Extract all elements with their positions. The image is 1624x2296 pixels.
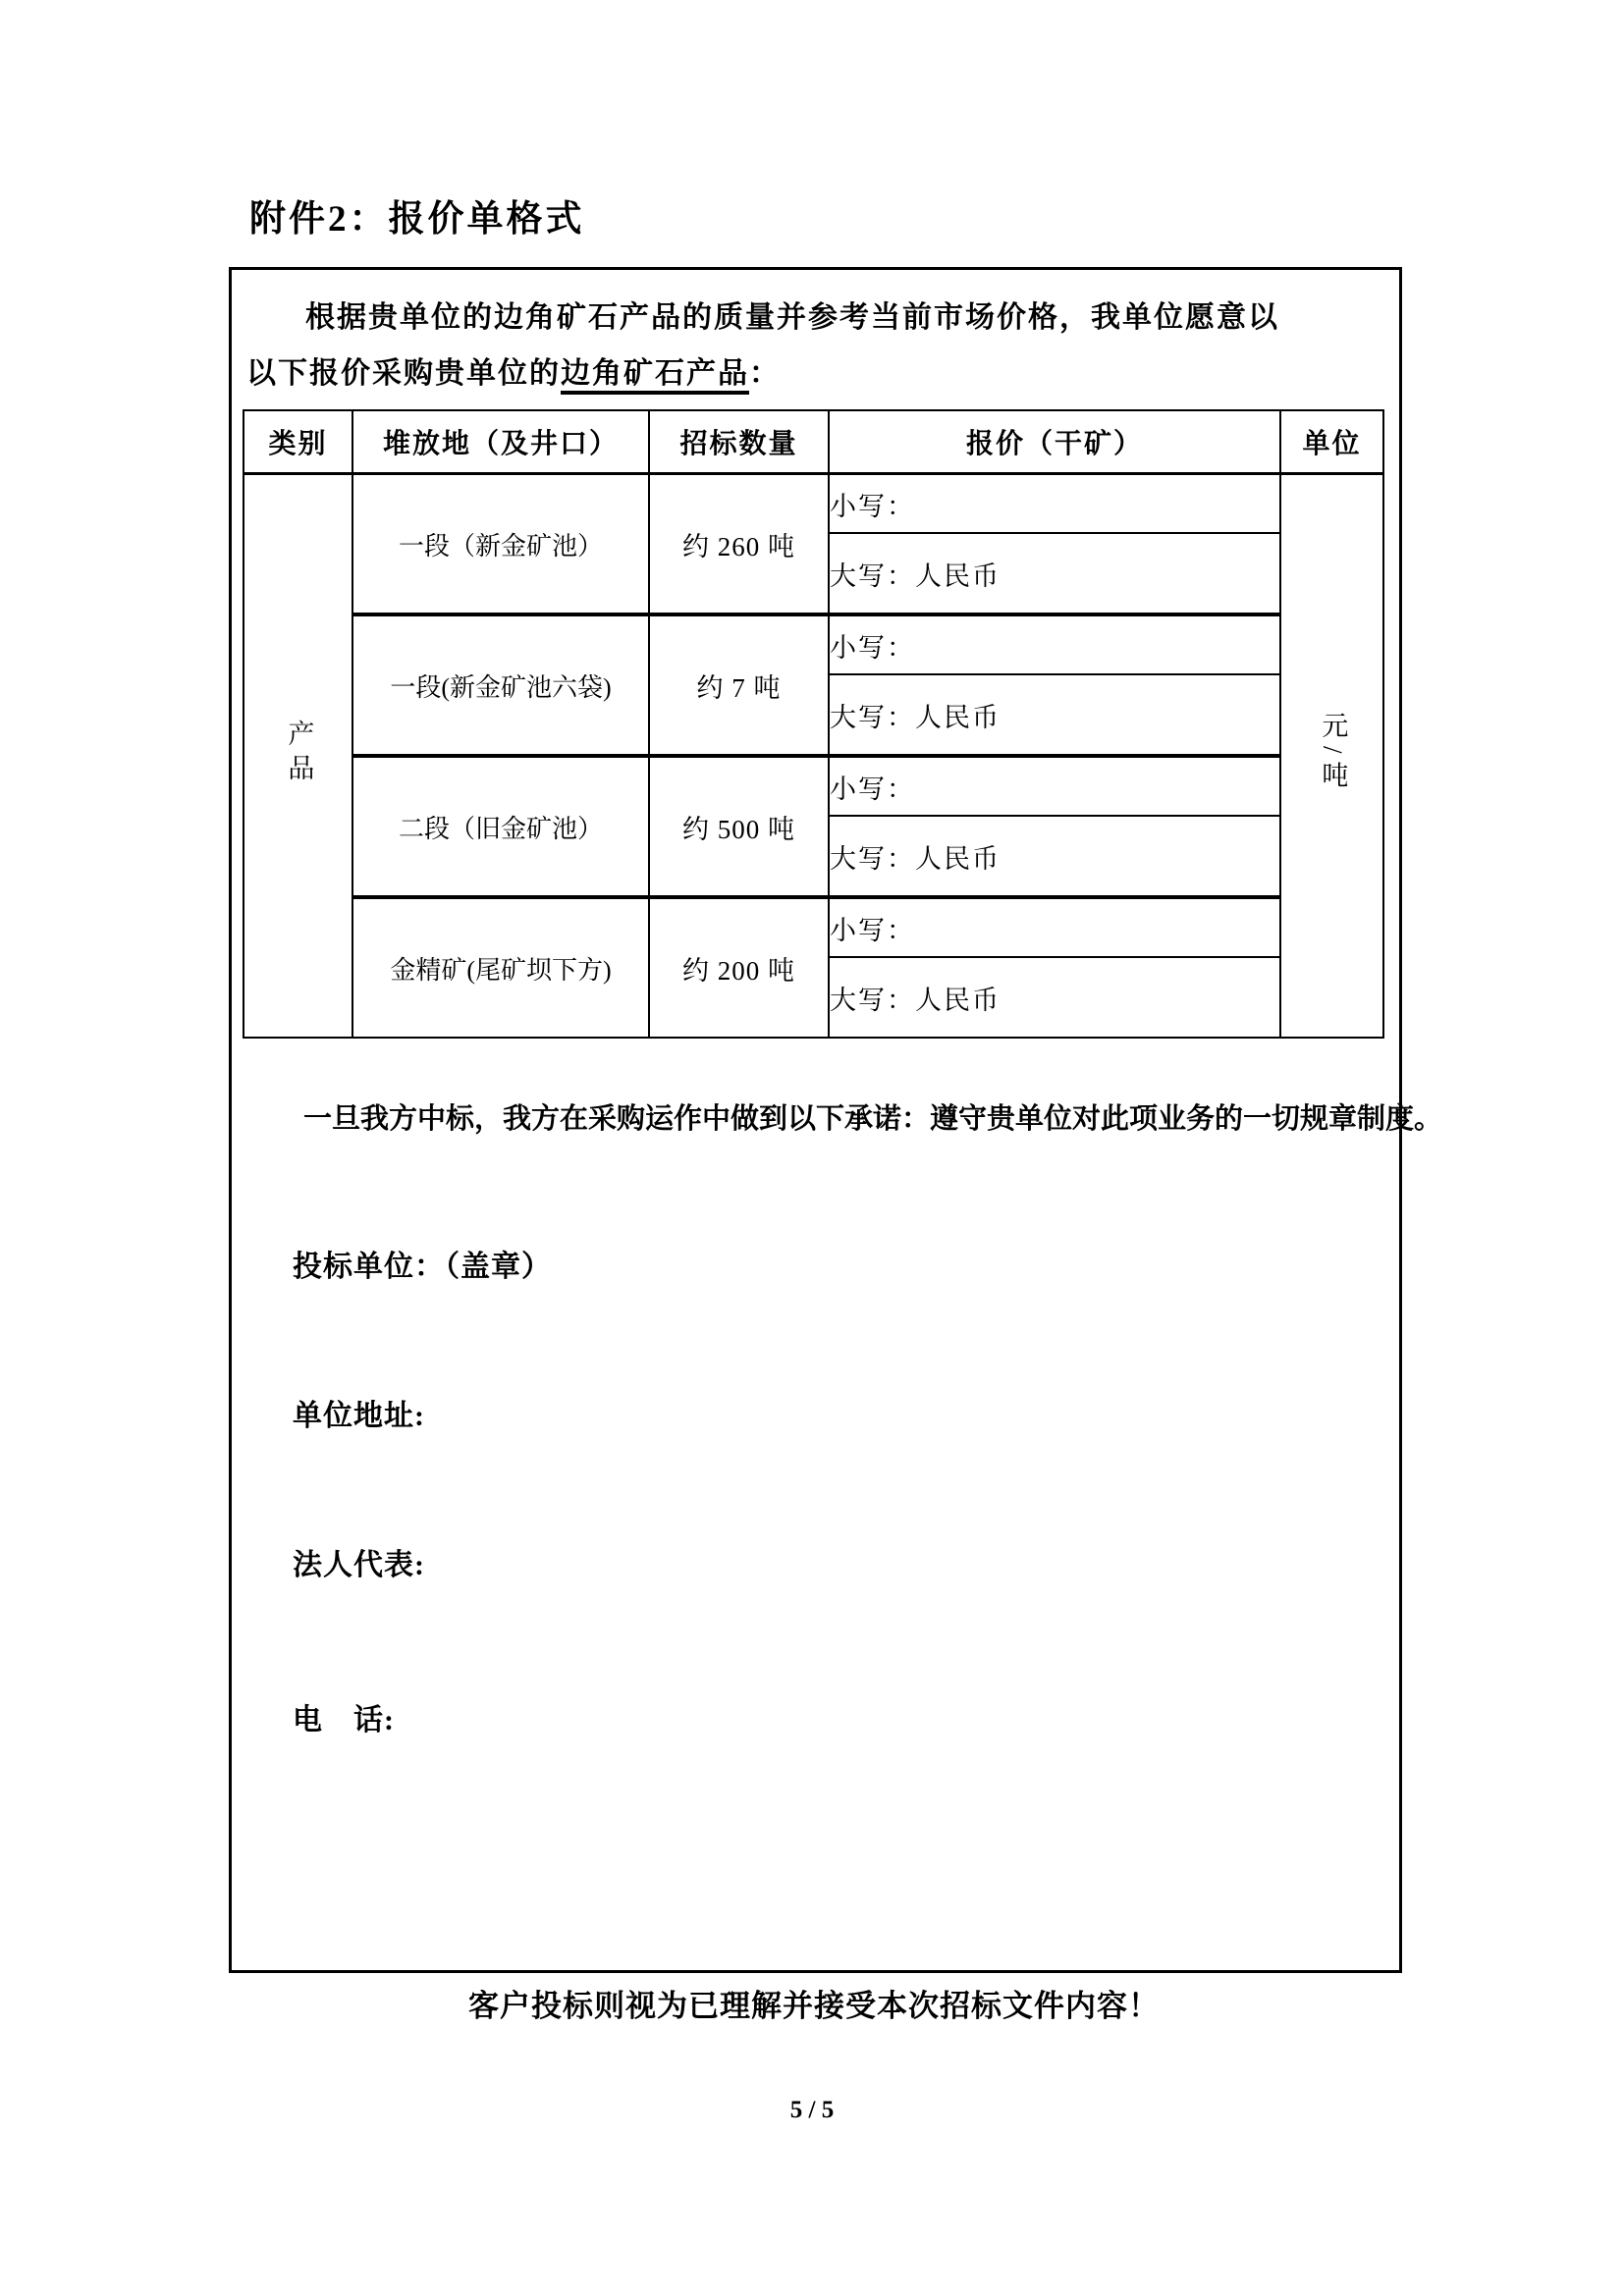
quotation-table bbox=[243, 409, 1384, 1039]
table-row bbox=[244, 897, 1383, 957]
intro-underlined-term: 边角矿石产品 bbox=[561, 357, 749, 395]
col-header-unit: 单位 bbox=[1280, 410, 1383, 474]
page-number: 5 / 5 bbox=[789, 2097, 835, 2123]
col-header-category: 类别 bbox=[244, 410, 352, 474]
unit-cell bbox=[1280, 474, 1383, 1039]
quantity-cell: 约 500 吨 bbox=[649, 756, 829, 897]
table-row bbox=[244, 614, 1383, 674]
price-large-cell: 大写：人民币 bbox=[829, 957, 1280, 1038]
col-header-quantity: 招标数量 bbox=[649, 410, 829, 474]
table-row bbox=[244, 474, 1383, 534]
intro-line-1: 根据贵单位的边角矿石产品的质量并参考当前市场价格，我单位愿意以 bbox=[305, 301, 1279, 334]
intro-paragraph bbox=[246, 290, 1387, 401]
location-cell: 一段（新金矿池） bbox=[352, 474, 649, 615]
location-cell: 金精矿(尾矿坝下方) bbox=[352, 897, 649, 1038]
table-header-row bbox=[244, 410, 1383, 474]
price-large-cell: 大写：人民币 bbox=[829, 533, 1280, 614]
price-small-cell: 小写： bbox=[829, 474, 1280, 534]
field-legal-representative-label: 法人代表: bbox=[293, 1549, 425, 1581]
price-small-cell: 小写： bbox=[829, 756, 1280, 816]
promise-text: 一旦我方中标，我方在采购运作中做到以下承诺：遵守贵单位对此项业务的一切规章制度。 bbox=[303, 1103, 1443, 1135]
quotation-form-box bbox=[229, 267, 1443, 1973]
quantity-cell: 约 260 吨 bbox=[649, 474, 829, 615]
price-large-cell: 大写：人民币 bbox=[829, 816, 1280, 897]
field-address-label: 单位地址: bbox=[293, 1400, 425, 1432]
field-phone-label: 电 话: bbox=[293, 1704, 395, 1736]
location-cell: 二段（旧金矿池） bbox=[352, 756, 649, 897]
intro-line-2-colon: ： bbox=[749, 357, 781, 390]
price-small-cell: 小写： bbox=[829, 897, 1280, 957]
price-large-cell: 大写：人民币 bbox=[829, 674, 1280, 756]
page-title: 附件2：报价单格式 bbox=[249, 199, 585, 240]
category-vertical-text: 产品 bbox=[284, 719, 314, 788]
col-header-price: 报价（干矿） bbox=[829, 410, 1280, 474]
footer-note: 客户投标则视为已理解并接受本次招标文件内容！ bbox=[468, 1989, 1160, 2023]
table-row bbox=[244, 756, 1383, 816]
unit-vertical-text: 元/吨 bbox=[1318, 711, 1348, 796]
intro-line-2 bbox=[246, 346, 1387, 401]
intro-line-2-prefix: 以下报价采购贵单位的 bbox=[246, 357, 561, 390]
quantity-cell: 约 7 吨 bbox=[649, 614, 829, 756]
col-header-location: 堆放地（及井口） bbox=[352, 410, 649, 474]
price-small-cell: 小写： bbox=[829, 614, 1280, 674]
category-cell bbox=[244, 474, 352, 1039]
quantity-cell: 约 200 吨 bbox=[649, 897, 829, 1038]
location-cell: 一段(新金矿池六袋) bbox=[352, 614, 649, 756]
field-bidder-label: 投标单位：（盖章） bbox=[293, 1251, 552, 1283]
